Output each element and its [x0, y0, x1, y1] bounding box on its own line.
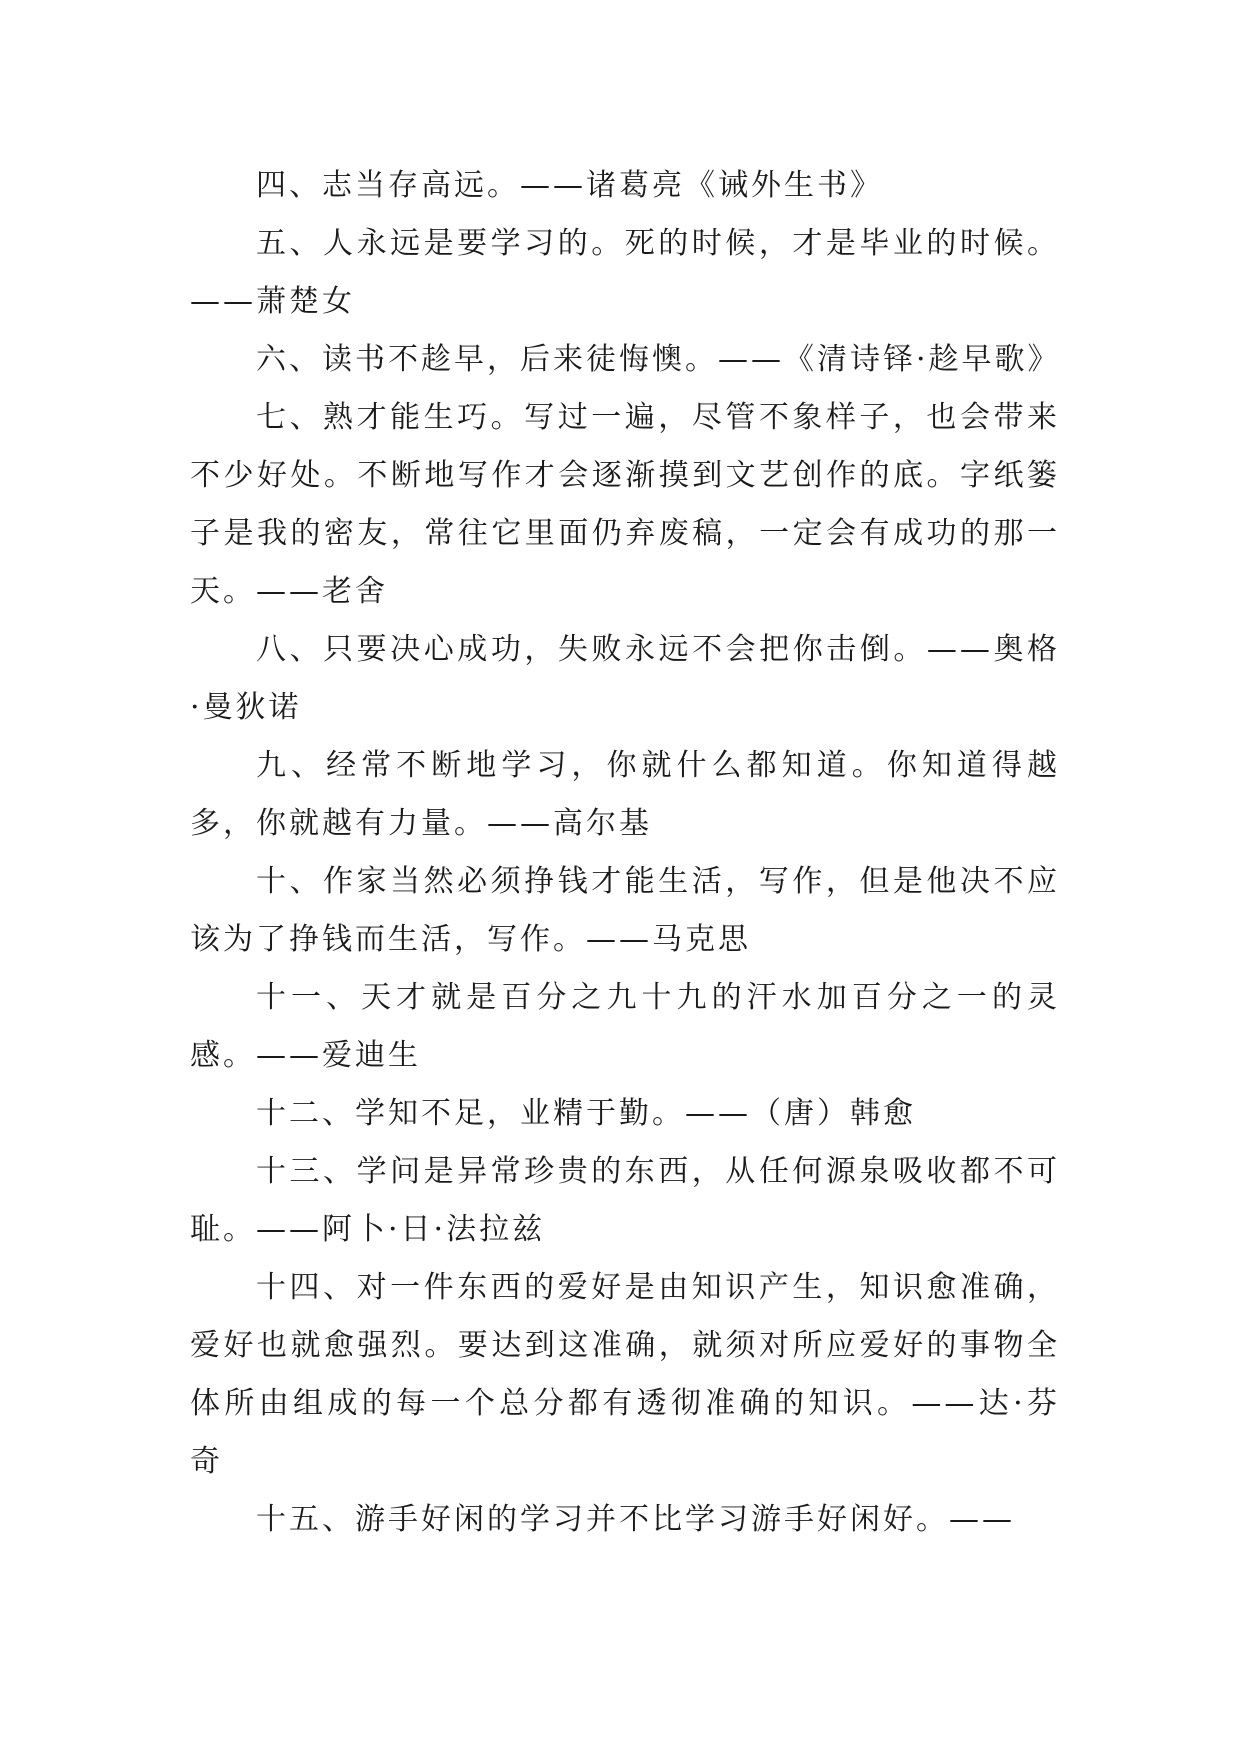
quote-list: [190, 157, 1060, 1549]
quote-paragraph-4: 四、志当存高远。——诸葛亮《诫外生书》: [256, 168, 883, 203]
quote-paragraph-5: 五、人永远是要学习的。死的时候，才是毕业的时候。——萧楚女: [190, 226, 1060, 319]
quote-paragraph-12: 十二、学知不足，业精于勤。——（唐）韩愈: [256, 1096, 916, 1131]
quote-paragraph-7: 七、熟才能生巧。写过一遍，尽管不象样子，也会带来不少好处。不断地写作才会逐渐摸到文艺创作的底。字纸篓子是我的密友，常往它里面仍弃废稿，一定会有成功的那一天。——老舍: [190, 400, 1060, 609]
quote-paragraph-8: 八、只要决心成功，失败永远不会把你击倒。——奥格·曼狄诺: [190, 632, 1060, 725]
quote-paragraph-13: 十三、学问是异常珍贵的东西，从任何源泉吸收都不可耻。——阿卜·日·法拉兹: [190, 1154, 1060, 1247]
quote-paragraph-14: 十四、对一件东西的爱好是由知识产生，知识愈准确，爱好也就愈强烈。要达到这准确，就须对所应爱好的事物全体所由组成的每一个总分都有透彻准确的知识。——达·芬奇: [190, 1270, 1060, 1479]
quote-paragraph-9: 九、经常不断地学习，你就什么都知道。你知道得越多，你就越有力量。——高尔基: [190, 748, 1060, 841]
quote-paragraph-15: 十五、游手好闲的学习并不比学习游手好闲好。——: [256, 1502, 1015, 1537]
quote-paragraph-10: 十、作家当然必须挣钱才能生活，写作，但是他决不应该为了挣钱而生活，写作。——马克思: [190, 864, 1060, 957]
quote-paragraph-6: 六、读书不趁早，后来徒悔懊。——《清诗铎·趁早歌》: [256, 342, 1061, 377]
quote-paragraph-11: 十一、天才就是百分之九十九的汗水加百分之一的灵感。——爱迪生: [190, 980, 1060, 1073]
